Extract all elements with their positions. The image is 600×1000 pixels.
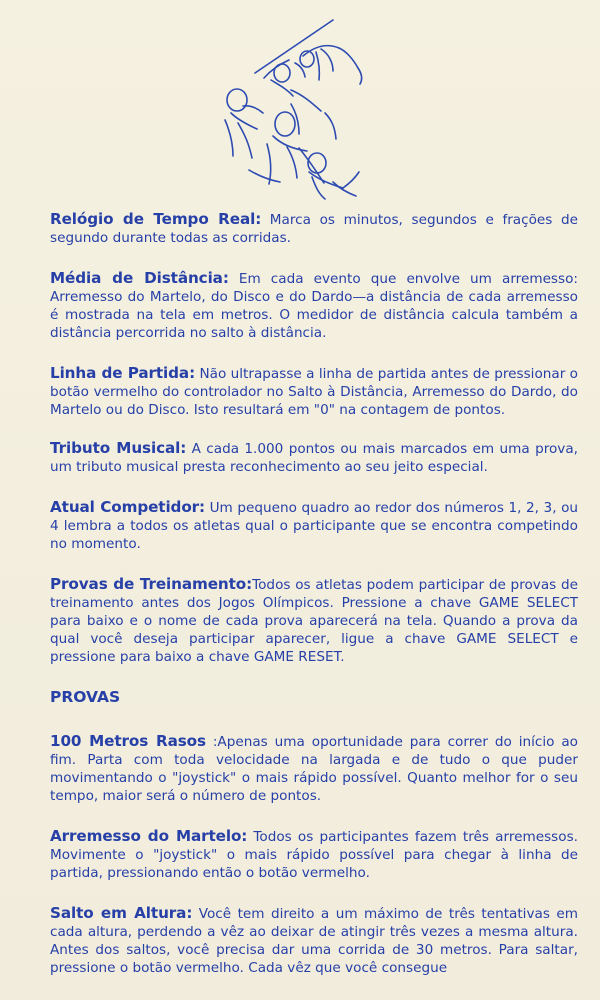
- section-body: Em cada evento que envolve um arremesso: Arremesso do Martelo, do Disco e do Dardo—a distância de cada arremesso é mostrada na tela em metros. O medidor de distância calcula também a distância percorrida no salto à distância.: [50, 271, 578, 341]
- section-tributo-musical: [50, 439, 578, 476]
- section-body: Todos os participantes fazem três arremessos. Movimente o "joystick" o mais rápido possível para chegar à linha de partida, pressionando então o botão vermelho.: [50, 829, 578, 881]
- provas-heading: PROVAS: [50, 688, 121, 706]
- section-arremesso-martelo: [50, 827, 578, 882]
- section-heading: Média de Distância:: [50, 269, 229, 287]
- section-heading: Tributo Musical:: [50, 439, 187, 457]
- section-body: Você tem direito a um máximo de três tentativas em cada altura, perdendo a vêz ao deixar de atingir três vezes a mesma altura. Antes dos saltos, você precisa dar uma corrida de 30 metros. Para saltar, pressione o botão vermelho. Cada vêz que você consegue: [50, 906, 578, 976]
- section-heading: Arremesso do Martelo:: [50, 827, 248, 845]
- section-linha-partida: [50, 364, 578, 419]
- section-heading: Provas de Treinamento:: [50, 575, 253, 593]
- section-body: A cada 1.000 pontos ou mais marcados em uma prova, um tributo musical presta reconhecimento ao seu jeito especial.: [50, 441, 579, 475]
- section-heading: 100 Metros Rasos: [50, 732, 206, 750]
- section-provas-treinamento: [50, 575, 578, 666]
- section-relogio-tempo-real: [50, 210, 578, 247]
- section-body: :Apenas uma oportunidade para correr do início ao fim. Parta com toda velocidade na largada e de tudo o que puder movimentando o "joystick" o mais rápido possível. Quanto melhor for o seu tempo, maior será o número de pontos.: [50, 734, 579, 804]
- section-body: Não ultrapasse a linha de partida antes de pressionar o botão vermelho do controlador no Salto à Distância, Arremesso do Dardo, do Martelo ou do Disco. Isto resultará em "0" na contagem de pontos.: [50, 366, 578, 418]
- section-heading: Atual Competidor:: [50, 498, 206, 516]
- section-body: Marca os minutos, segundos e frações de segundo durante todas as corridas.: [50, 212, 578, 246]
- section-100-metros-rasos: [50, 732, 578, 805]
- section-heading: Linha de Partida:: [50, 364, 196, 382]
- section-body: Todos os atletas podem participar de provas de treinamento antes dos Jogos Olímpicos. Pressione a chave GAME SELECT para baixo e o nome de cada prova aparecerá na tela. Quando a prova da qual você deseja participar aparecer, ligue a chave GAME SELECT e pressione para baixo a chave GAME RESET.: [50, 577, 579, 665]
- section-media-distancia: [50, 269, 578, 342]
- manual-text-content: [50, 210, 578, 999]
- athletes-collage-icon: [215, 18, 365, 200]
- section-body: Um pequeno quadro ao redor dos números 1, 2, 3, ou 4 lembra a todos os atletas qual o participante que se encontra competindo no momento.: [50, 500, 579, 552]
- section-salto-altura: [50, 904, 578, 977]
- section-heading: Relógio de Tempo Real:: [50, 210, 262, 228]
- section-heading: Salto em Altura:: [50, 904, 193, 922]
- section-atual-competidor: [50, 498, 578, 553]
